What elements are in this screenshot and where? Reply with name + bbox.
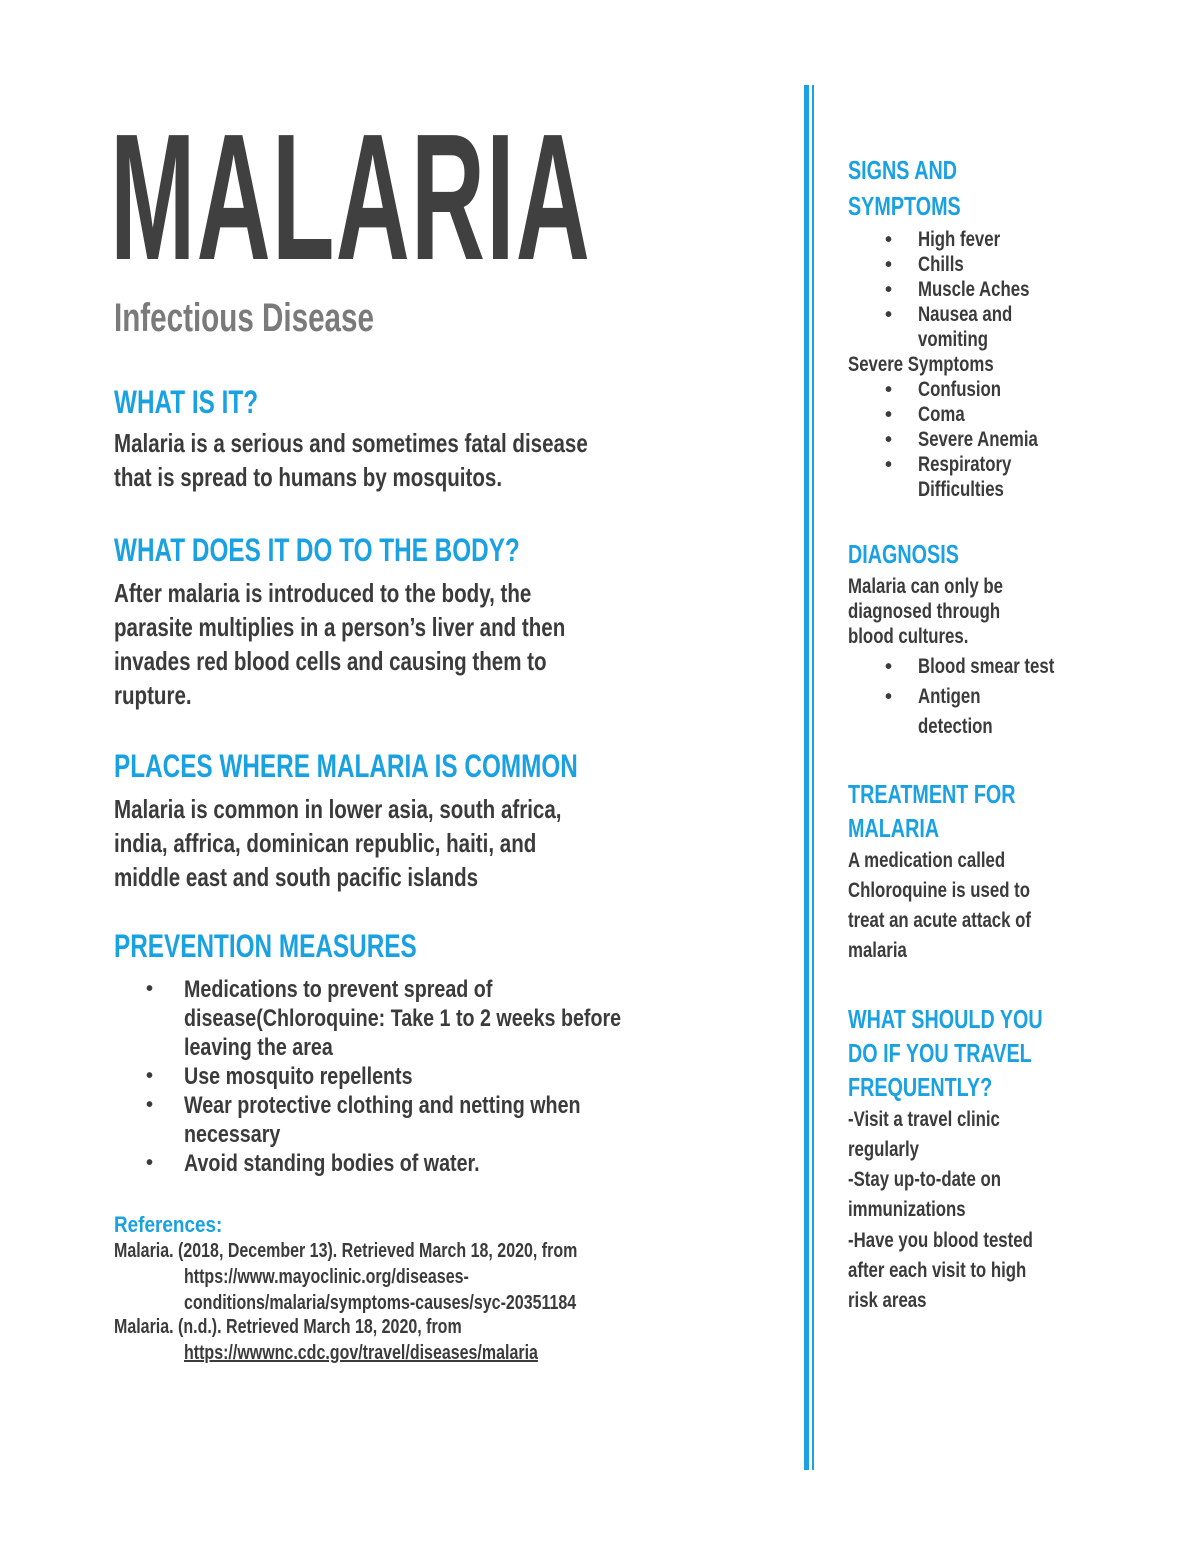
prevention-item-line: Use mosquito repellents [184,1063,413,1090]
section-heading-signs: SYMPTOMS [848,191,961,221]
section-heading-treatment: TREATMENT FOR [848,779,1016,809]
travel-text-line: regularly [848,1138,919,1161]
bullet-icon: • [885,279,893,301]
section-heading-treatment: MALARIA [848,813,940,843]
reference-url[interactable]: https://www.mayoclinic.org/diseases- [184,1266,469,1288]
sidebar-column [845,0,1200,1553]
section-heading-travel: FREQUENTLY? [848,1072,993,1102]
travel-text-line: -Have you blood tested [848,1229,1033,1252]
bullet-icon: • [885,656,893,678]
body-effects-text-line: rupture. [114,680,192,710]
body-effects-text-line: parasite multiplies in a person’s liver and then [114,612,566,642]
diagnosis-item: Blood smear test [918,655,1055,678]
reference-link[interactable]: https://wwwnc.cdc.gov/travel/diseases/malaria [184,1342,538,1364]
section-heading-travel: DO IF YOU TRAVEL [848,1038,1032,1068]
bullet-icon: • [885,454,893,476]
severe-symptom-item: Difficulties [918,478,1004,501]
travel-text-line: risk areas [848,1289,927,1312]
diagnosis-item: Antigen [918,685,981,708]
bullet-icon: • [885,304,893,326]
prevention-item-line: Avoid standing bodies of water. [184,1150,480,1177]
section-heading-prevention: PREVENTION MEASURES [114,928,417,964]
travel-text-line: immunizations [848,1198,966,1221]
symptom-item: High fever [918,228,1001,251]
divider-bar [812,85,814,1470]
section-heading-signs: SIGNS AND [848,155,958,185]
treatment-text-line: A medication called [848,849,1006,872]
prevention-item-line: leaving the area [184,1034,333,1061]
places-text-line: Malaria is common in lower asia, south africa, [114,794,562,824]
bullet-icon: • [885,379,893,401]
prevention-item-line: disease(Chloroquine: Take 1 to 2 weeks before [184,1005,622,1032]
section-heading-places: PLACES WHERE MALARIA IS COMMON [114,748,578,784]
treatment-text-line: treat an acute attack of [848,909,1031,932]
severe-symptom-item: Respiratory [918,453,1012,476]
prevention-item-line: Medications to prevent spread of [184,976,493,1003]
section-heading-body-effects: WHAT DOES IT DO TO THE BODY? [114,532,520,568]
body-effects-text-line: After malaria is introduced to the body, the [114,578,532,608]
diagnosis-item: detection [918,715,993,738]
bullet-icon: • [146,978,154,1000]
travel-text-line: -Visit a travel clinic [848,1108,1000,1131]
body-effects-text-line: invades red blood cells and causing them to [114,646,547,676]
severe-symptoms-label: Severe Symptoms [848,353,994,376]
page-title: MALARIA [110,97,592,298]
section-heading-what-is-it: WHAT IS IT? [114,384,259,420]
bullet-icon: • [146,1065,154,1087]
diagnosis-text-line: Malaria can only be [848,575,1003,598]
bullet-icon: • [885,404,893,426]
bullet-icon: • [885,686,893,708]
reference-line: Malaria. (2018, December 13). Retrieved March 18, 2020, from [114,1240,578,1262]
references-heading: References: [114,1212,223,1237]
bullet-icon: • [146,1094,154,1116]
column-divider [804,85,816,1470]
what-is-it-text-line: Malaria is a serious and sometimes fatal disease [114,428,588,458]
severe-symptom-item: Confusion [918,378,1002,401]
section-heading-travel: WHAT SHOULD YOU [848,1004,1043,1034]
diagnosis-text-line: diagnosed through [848,600,1001,623]
bullet-icon: • [885,229,893,251]
travel-text-line: -Stay up-to-date on [848,1168,1002,1191]
bullet-icon: • [885,254,893,276]
severe-symptom-item: Severe Anemia [918,428,1038,451]
symptom-item: Chills [918,253,964,276]
what-is-it-text-line: that is spread to humans by mosquitos. [114,462,503,492]
diagnosis-text-line: blood cultures. [848,625,969,648]
symptom-item: vomiting [918,328,988,351]
divider-bar [804,85,809,1470]
page-subtitle: Infectious Disease [114,296,374,340]
travel-text-line: after each visit to high [848,1259,1027,1282]
prevention-item-line: necessary [184,1121,281,1148]
bullet-icon: • [146,1152,154,1174]
treatment-text-line: Chloroquine is used to [848,879,1031,902]
bullet-icon: • [885,429,893,451]
places-text-line: middle east and south pacific islands [114,862,479,892]
symptom-item: Nausea and [918,303,1013,326]
symptom-item: Muscle Aches [918,278,1030,301]
section-heading-diagnosis: DIAGNOSIS [848,539,959,569]
prevention-item-line: Wear protective clothing and netting when [184,1092,581,1119]
places-text-line: india, affrica, dominican republic, haiti, and [114,828,537,858]
treatment-text-line: malaria [848,939,907,962]
severe-symptom-item: Coma [918,403,965,426]
reference-url[interactable]: conditions/malaria/symptoms-causes/syc-20351184 [184,1292,577,1314]
reference-line: Malaria. (n.d.). Retrieved March 18, 2020, from [114,1316,462,1338]
